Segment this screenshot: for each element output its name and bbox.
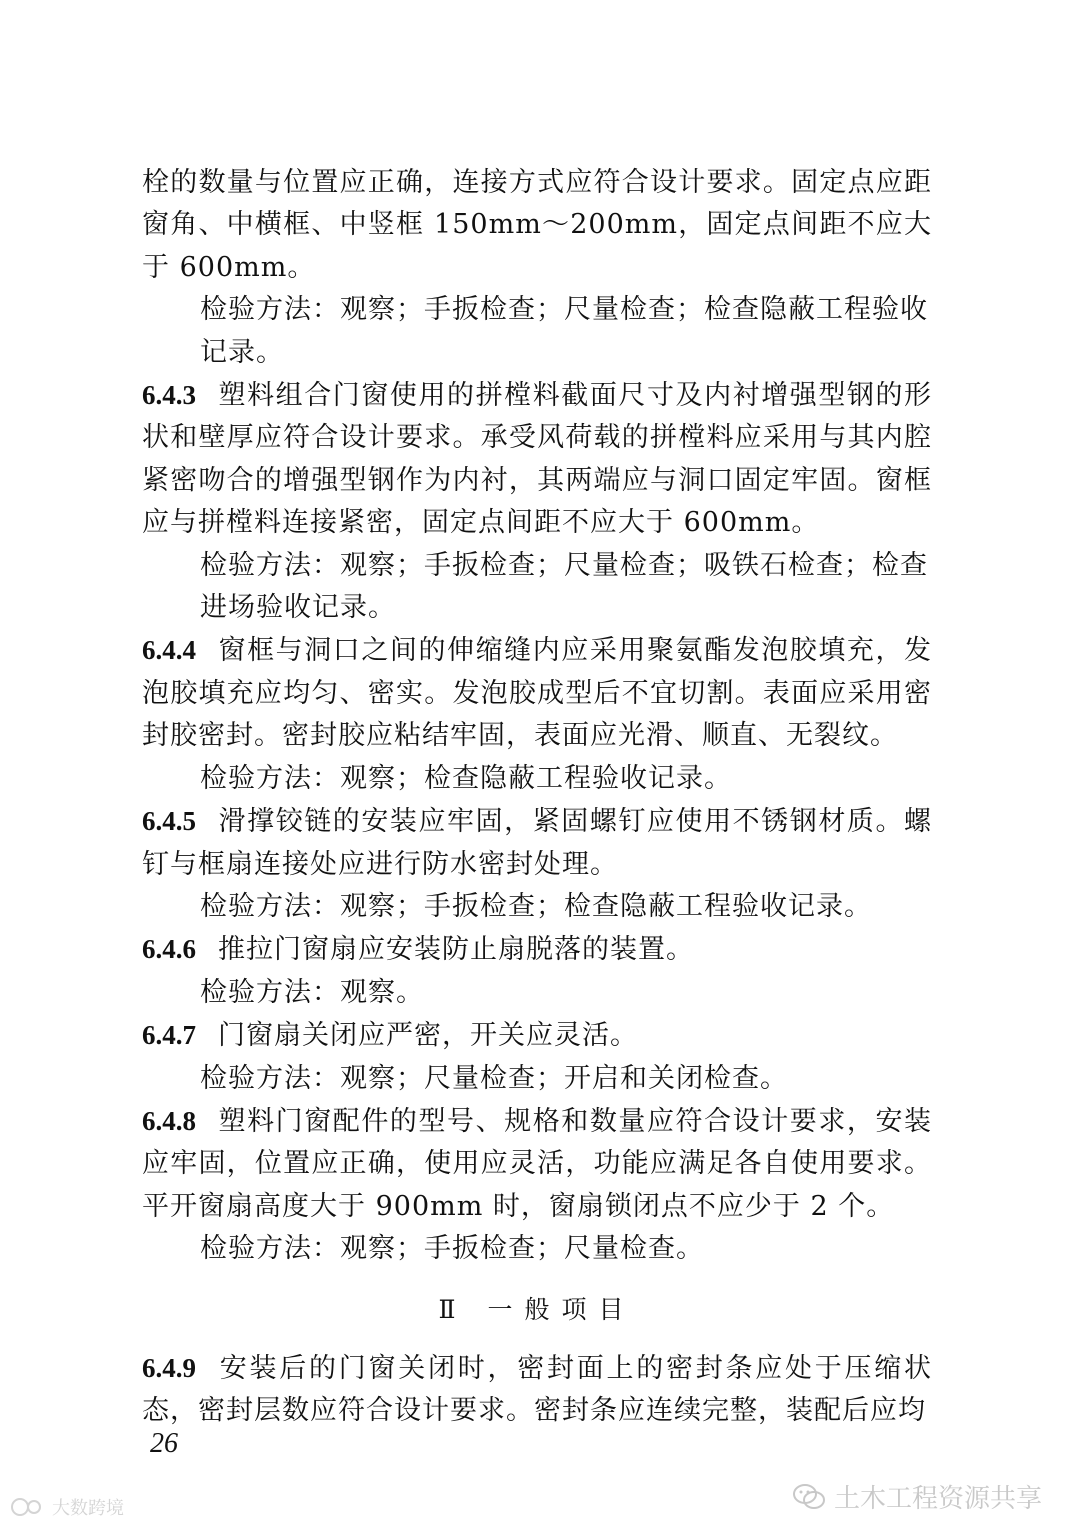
- clause-number: 6.4.6: [142, 934, 196, 965]
- body-text: [142, 162, 932, 1433]
- inspection-method: 检验方法：观察；手扳检查；尺量检查；检查隐蔽工程验收记录。: [200, 294, 928, 368]
- clause-paragraph: [142, 629, 932, 757]
- inspection-method: 检验方法：观察。: [200, 976, 424, 1008]
- continued-paragraph: [142, 162, 932, 289]
- brand-logo-icon: [10, 1496, 48, 1518]
- clause-text: 栓的数量与位置应正确，连接方式应符合设计要求。固定点应距窗角、中横框、中竖框 150mm～200mm，固定点间距不应大于 600mm。: [142, 167, 932, 283]
- watermark-brand: [10, 1494, 124, 1520]
- clause-text: 塑料门窗配件的型号、规格和数量应符合设计要求，安装应牢固，位置应正确，使用应灵活，功能应满足各自使用要求。平开窗扇高度大于 900mm 时，窗扇锁闭点不应少于 2 个。: [142, 1105, 932, 1222]
- inspection-method: 检验方法：观察；手扳检查；尺量检查。: [200, 1233, 704, 1265]
- watermark-right-text: 土木工程资源共享: [833, 1484, 1042, 1514]
- clause-paragraph: [142, 1014, 932, 1057]
- clause-text: 塑料组合门窗使用的拼樘料截面尺寸及内衬增强型钢的形状和壁厚应符合设计要求。承受风荷载的拼樘料应采用与其内腔紧密吻合的增强型钢作为内衬，其两端应与洞口固定牢固。窗框应与拼樘料连接紧密，固定点间距不应大于 600mm。: [142, 380, 932, 539]
- clause-paragraph: [142, 1347, 932, 1433]
- clause-text: 推拉门窗扇应安装防止扇脱落的装置。: [218, 934, 694, 966]
- clause-text: 门窗扇关闭应严密，开关应灵活。: [218, 1020, 638, 1052]
- clause-number: 6.4.5: [142, 806, 196, 837]
- inspection-method: 检验方法：观察；手扳检查；尺量检查；吸铁石检查；检查进场验收记录。: [200, 549, 928, 624]
- clause-number: 6.4.4: [142, 635, 196, 666]
- clause-number: 6.4.9: [142, 1352, 196, 1383]
- inspection-method: 检验方法：观察；手扳检查；检查隐蔽工程验收记录。: [200, 890, 872, 922]
- clause-number: 6.4.3: [142, 380, 196, 411]
- watermark-left-text: 大数跨境: [52, 1498, 124, 1519]
- watermark-wechat: [792, 1478, 1042, 1515]
- page-number: 26: [150, 1428, 178, 1459]
- inspection-method: 检验方法：观察；尺量检查；开启和关闭检查。: [200, 1062, 788, 1094]
- clause-text: 安装后的门窗关闭时，密封面上的密封条应处于压缩状态，密封层数应符合设计要求。密封条应连续完整，装配后应均: [142, 1352, 932, 1427]
- clause-paragraph: [142, 928, 932, 971]
- clause-text: 滑撑铰链的安装应牢固，紧固螺钉应使用不锈钢材质。螺钉与框扇连接处应进行防水密封处理。: [142, 806, 932, 880]
- clause-text: 窗框与洞口之间的伸缩缝内应采用聚氨酯发泡胶填充，发泡胶填充应均匀、密实。发泡胶成型后不宜切割。表面应采用密封胶密封。密封胶应粘结牢固，表面应光滑、顺直、无裂纹。: [142, 635, 932, 752]
- clause-number: 6.4.8: [142, 1105, 196, 1136]
- clause-paragraph: [142, 1100, 932, 1228]
- inspection-method: 检验方法：观察；检查隐蔽工程验收记录。: [200, 762, 732, 794]
- clause-number: 6.4.7: [142, 1020, 196, 1051]
- section-heading: Ⅱ 一般项目: [438, 1294, 636, 1324]
- wechat-icon: [792, 1482, 826, 1512]
- clause-paragraph: [142, 800, 932, 886]
- clause-paragraph: [142, 374, 932, 545]
